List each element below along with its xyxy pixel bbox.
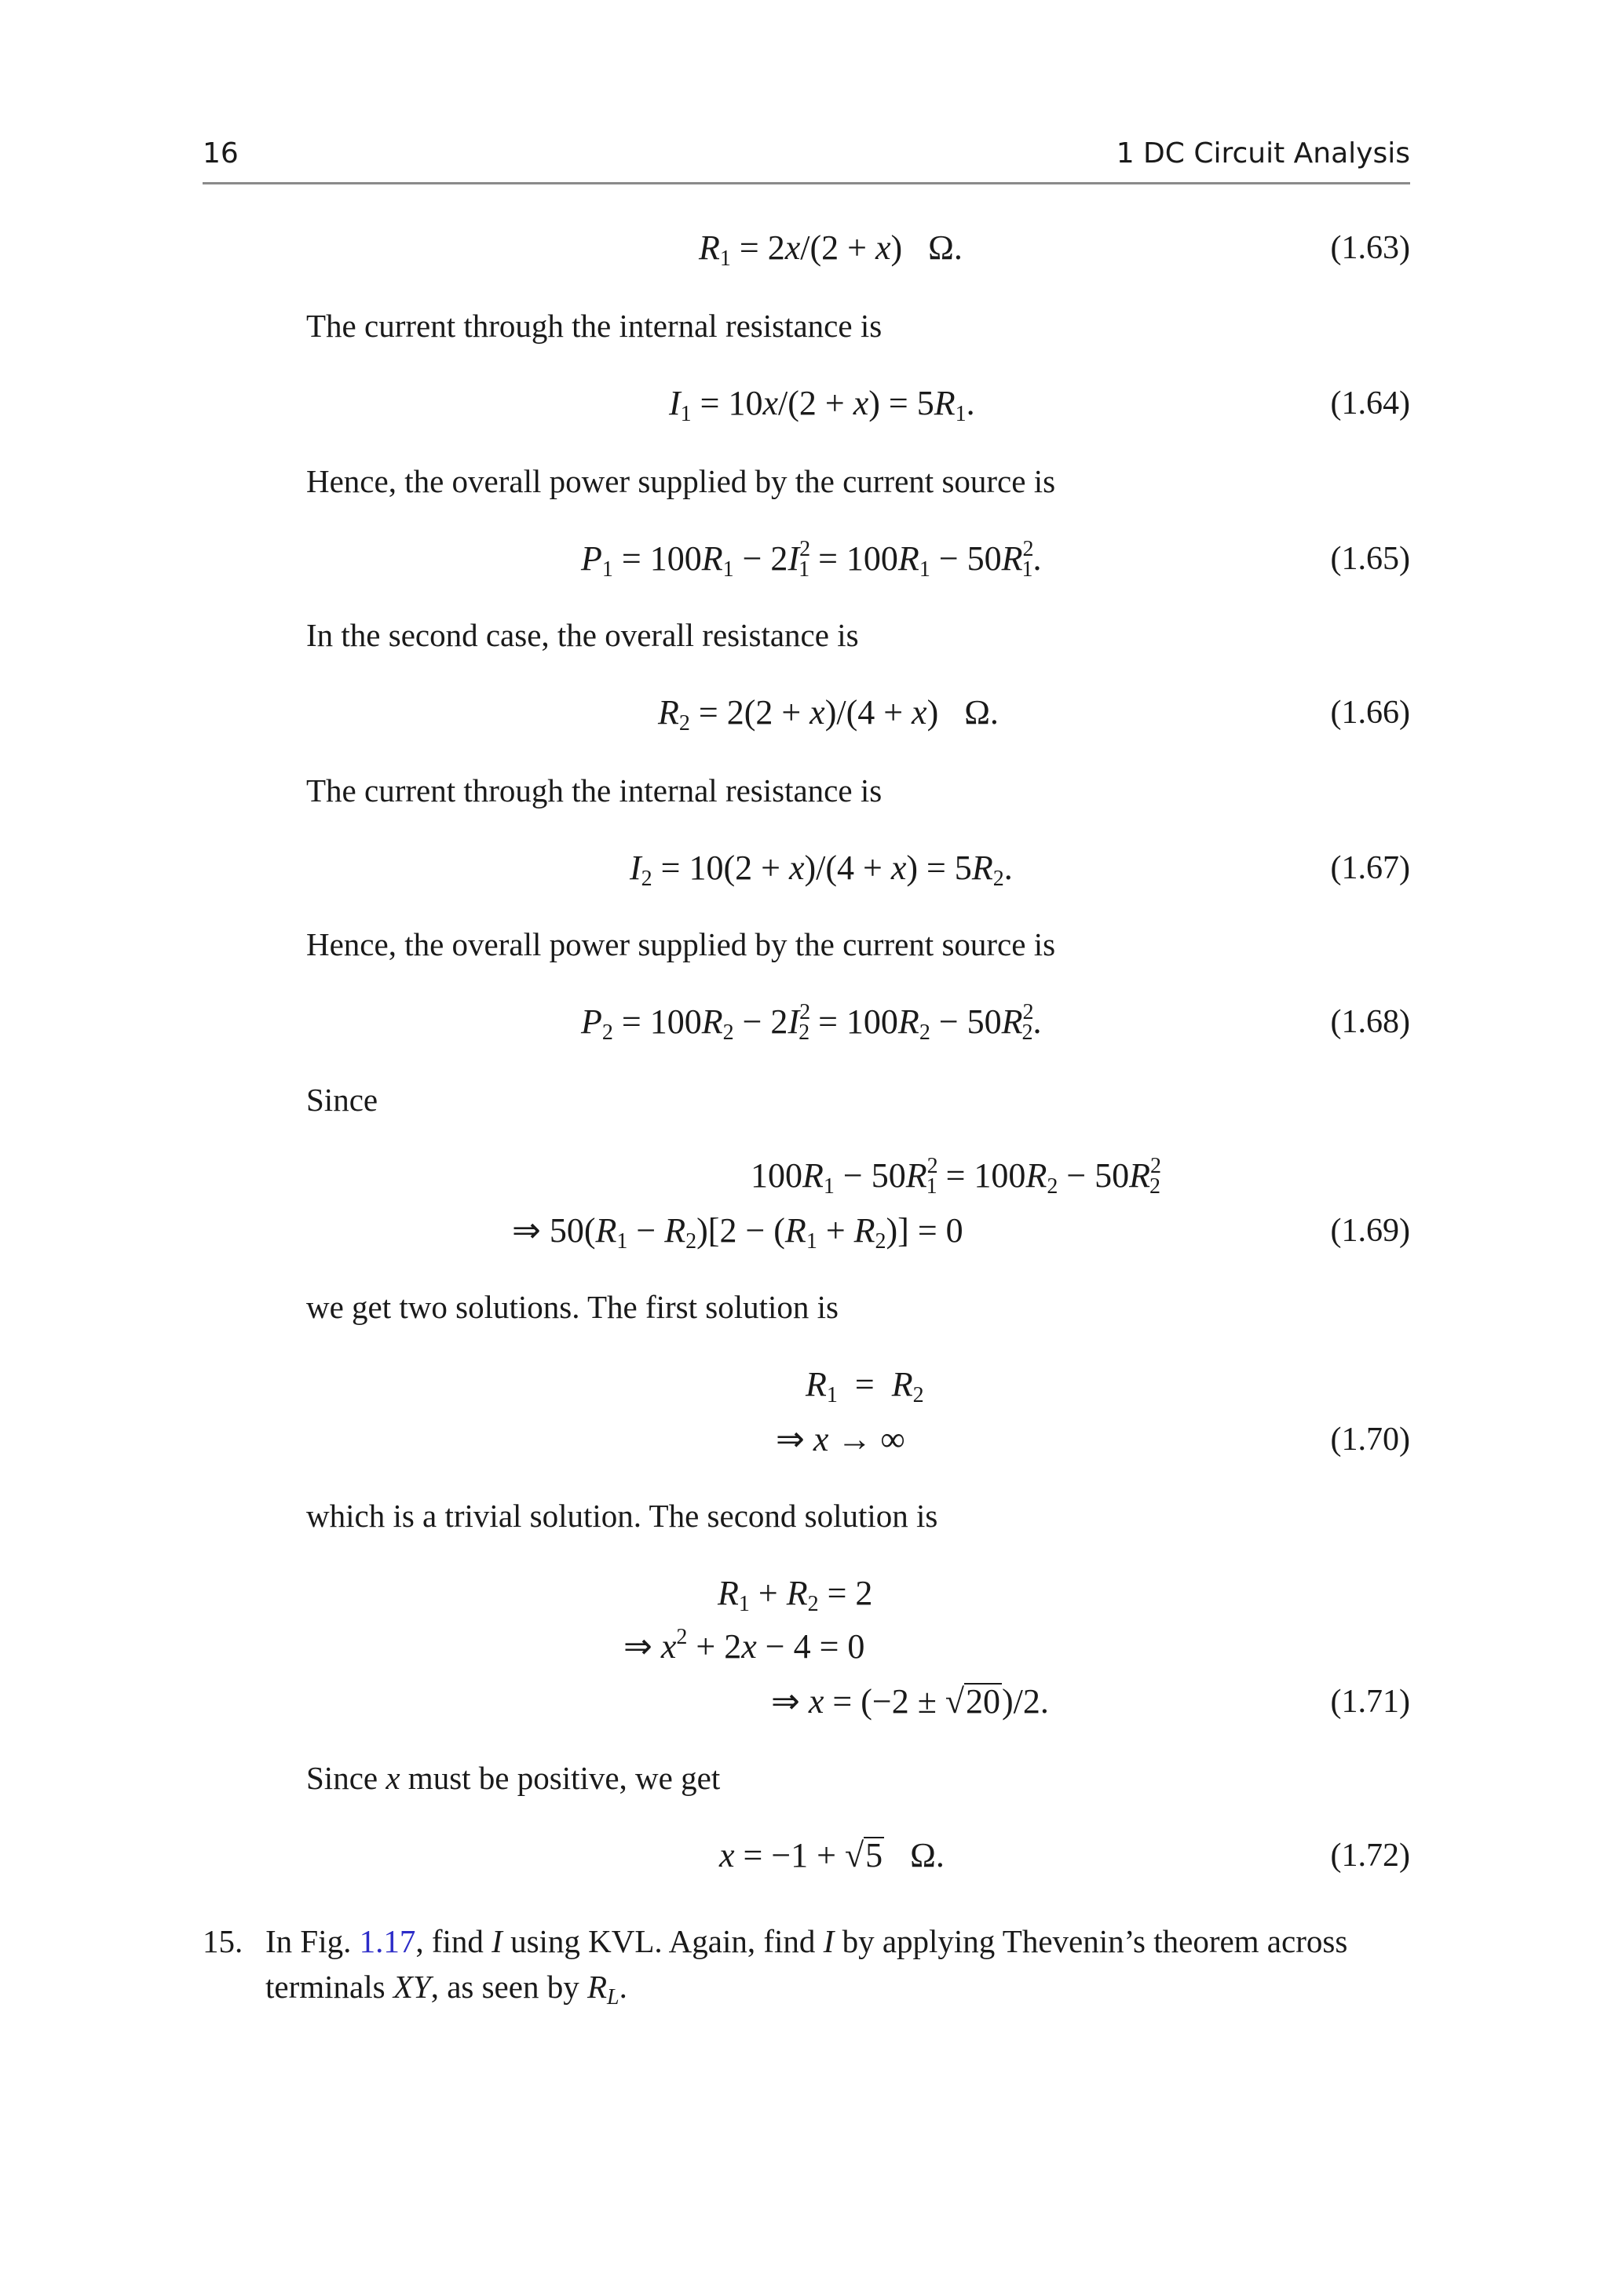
equation-1-72: x = −1 + √5 Ω. bbox=[719, 1836, 945, 1874]
text-run: , find bbox=[415, 1923, 492, 1959]
text-run: terminals bbox=[265, 1969, 393, 2005]
text-run: using KVL. Again, find bbox=[502, 1923, 824, 1959]
math-variable: I bbox=[823, 1923, 835, 1959]
problem-number: 15. bbox=[203, 1923, 243, 1959]
equation-number: (1.67) bbox=[1330, 850, 1410, 886]
equation-1-70-line-1: $R_1 = R_2$ bbox=[806, 1365, 924, 1407]
figure-link[interactable]: 1.17 bbox=[359, 1923, 416, 1959]
paragraph: Hence, the overall power supplied by the current source is bbox=[306, 926, 1056, 962]
equation-number: (1.63) bbox=[1330, 230, 1410, 266]
paragraph bbox=[306, 1758, 720, 1798]
math-variable: x bbox=[386, 1760, 400, 1796]
page-number: 16 bbox=[203, 137, 239, 170]
text-run: must be positive, we get bbox=[400, 1760, 721, 1796]
equation-number: (1.70) bbox=[1330, 1422, 1410, 1458]
math-variable: R bbox=[587, 1969, 607, 2005]
equation-1-65: $P_1 = 100R_1 - 2I^2_1 = 100R_1 - 50R^2_1$. bbox=[581, 537, 1042, 582]
equation-number: (1.69) bbox=[1330, 1213, 1410, 1249]
problem-line-2 bbox=[265, 1967, 627, 2009]
paragraph: The current through the internal resistance is bbox=[306, 772, 883, 809]
equation-1-69-line-1: $100R_1 - 50R^2_1 = 100R_2 - 50R^2_2$ bbox=[751, 1154, 1162, 1199]
equation-1-71-line-3: ⇒ x = (−2 ± √20)/2. bbox=[771, 1682, 1049, 1721]
paragraph: In the second case, the overall resistance is bbox=[306, 617, 859, 653]
equation-number: (1.64) bbox=[1330, 385, 1410, 422]
equation-1-64: $I_1 = 10x/(2 + x) = 5R_1$. bbox=[669, 384, 975, 426]
header-rule bbox=[203, 182, 1410, 184]
paragraph: we get two solutions. The first solution is bbox=[306, 1289, 839, 1325]
equation-1-67: $I_2 = 10(2 + x)/(4 + x) = 5R_2$. bbox=[630, 849, 1013, 891]
text-run: by applying Thevenin’s theorem across bbox=[834, 1923, 1348, 1959]
equation-1-71-line-1: $R_1 + R_2 = 2$ bbox=[718, 1574, 873, 1616]
paragraph: Hence, the overall power supplied by the current source is bbox=[306, 463, 1056, 499]
equation-1-66: $R_2 = 2(2 + x)/(4 + x)$ Ω. bbox=[658, 693, 999, 736]
math-subscript: L bbox=[607, 1985, 619, 2009]
equation-1-71-line-2: ⇒ $x^2 + 2x - 4 = 0$ bbox=[623, 1625, 865, 1666]
math-variable: I bbox=[492, 1923, 502, 1959]
equation-1-63: $R_1 = 2x/(2 + x)$ Ω. bbox=[699, 228, 963, 271]
equation-number: (1.68) bbox=[1330, 1004, 1410, 1040]
paragraph: which is a trivial solution. The second solution is bbox=[306, 1498, 938, 1534]
equation-number: (1.71) bbox=[1330, 1684, 1410, 1720]
paragraph: Since bbox=[306, 1082, 378, 1118]
text-run: , as seen by bbox=[430, 1969, 587, 2005]
paragraph: The current through the internal resistance is bbox=[306, 308, 883, 344]
text-run: . bbox=[619, 1969, 627, 2005]
math-variable: XY bbox=[393, 1969, 431, 2005]
problem-line-1 bbox=[265, 1922, 1347, 1961]
running-head-chapter: 1 DC Circuit Analysis bbox=[1116, 137, 1410, 170]
equation-number: (1.65) bbox=[1330, 541, 1410, 577]
equation-number: (1.66) bbox=[1330, 695, 1410, 731]
text-run: In Fig. bbox=[265, 1923, 360, 1959]
equation-number: (1.72) bbox=[1330, 1838, 1410, 1874]
equation-1-69-line-2: ⇒ $50(R_1 - R_2)[2 - (R_1 + R_2)] = 0$ bbox=[512, 1211, 963, 1254]
equation-1-70-line-2: ⇒ x → ∞ bbox=[776, 1420, 905, 1458]
text-run: Since bbox=[306, 1760, 386, 1796]
equation-1-68: $P_2 = 100R_2 - 2I^2_2 = 100R_2 - 50R^2_2$. bbox=[581, 1000, 1042, 1045]
